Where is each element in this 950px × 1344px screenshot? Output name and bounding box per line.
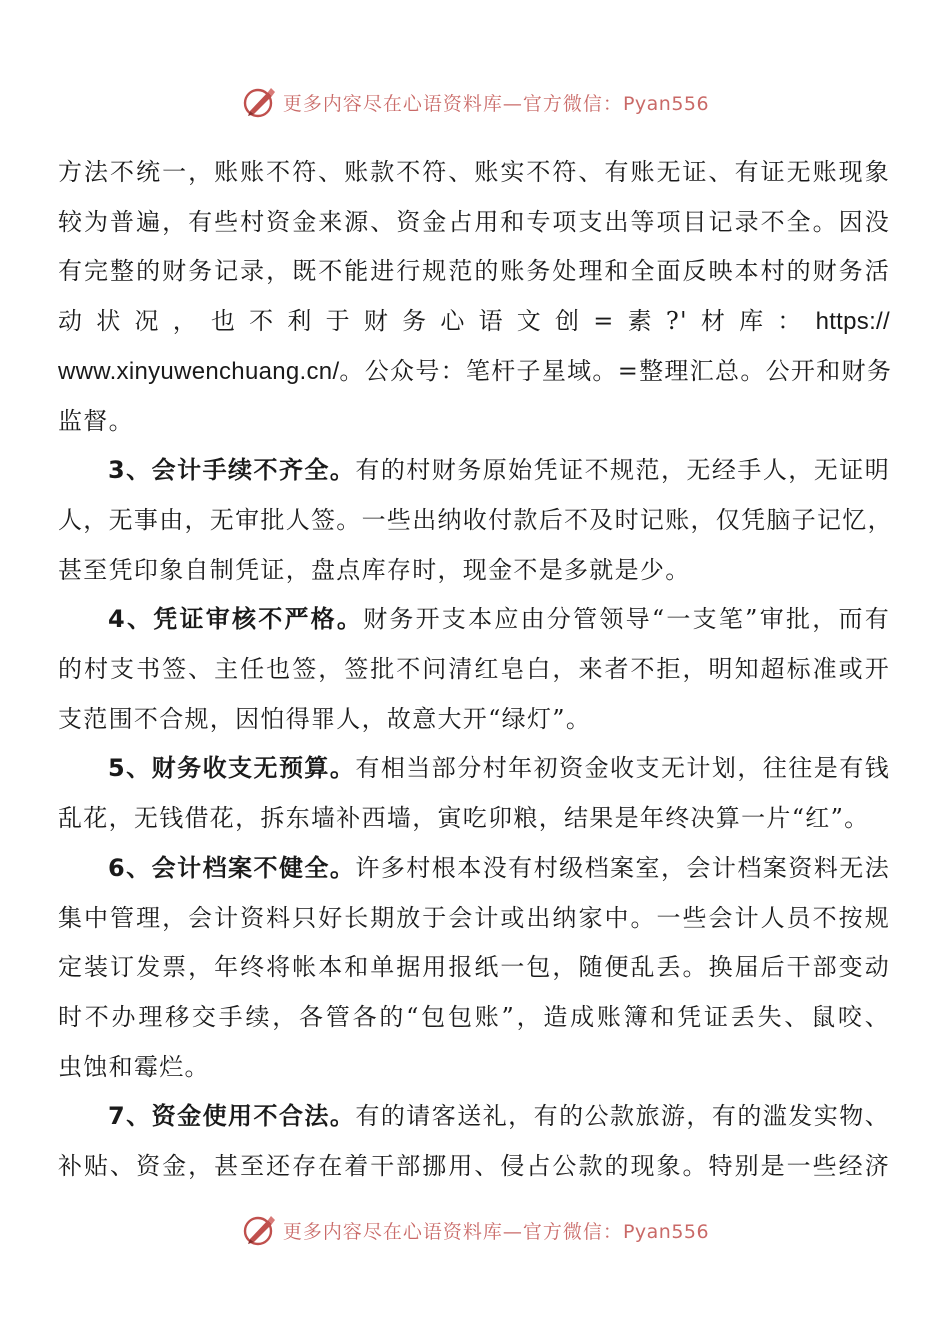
paragraph-7: 7、资金使用不合法。有的请客送礼，有的公款旅游，有的滥发实物、 补贴、资金，甚至还存在着干部挪用、侵占公款的现象。特别是一些经济 bbox=[58, 1102, 890, 1181]
pen-logo-icon bbox=[241, 84, 277, 120]
paragraph-7-heading: 7、资金使用不合法。 bbox=[108, 1102, 356, 1131]
footer-text: 更多内容尽在心语资料库—官方微信：Pyan556 bbox=[282, 1220, 710, 1243]
pen-logo-icon bbox=[241, 1212, 277, 1248]
paragraph-intro: 方法不统一，账账不符、账款不符、账实不符、有账无证、有证无账现象 较为普遍，有些村资金来源、资金占用和专项支出等项目记录不全。因没 有完整的财务记录，既不能进行规范的账务处理和全面反映本村的财务活 动状况，也不利于财务心语文创=素?'材库：https:// www.xinyuwenchuang.cn/。公众号：笔杆子星域。=整理汇总。公开和财务 监督。 bbox=[58, 158, 893, 435]
paragraph-5: 5、财务收支无预算。有相当部分村年初资金收支无计划，往往是有钱 乱花，无钱借花，拆东墙补西墙，寅吃卯粮，结果是年终决算一片“红”。 bbox=[58, 754, 890, 833]
paragraph-3-heading: 3、会计手续不齐全。 bbox=[108, 456, 356, 485]
header-watermark bbox=[0, 82, 950, 122]
footer-watermark bbox=[0, 1210, 950, 1250]
paragraph-5-heading: 5、财务收支无预算。 bbox=[108, 754, 356, 783]
paragraph-4: 4、凭证审核不严格。财务开支本应由分管领导“一支笔”审批，而有 的村支书签、主任也签，签批不问清红皂白，来者不拒，明知超标准或开 支范围不合规，因怕得罪人，故意大开“绿灯”。 bbox=[58, 605, 890, 733]
paragraph-4-heading: 4、凭证审核不严格。 bbox=[108, 605, 364, 634]
header-text: 更多内容尽在心语资料库—官方微信：Pyan556 bbox=[282, 92, 710, 115]
document-body bbox=[58, 148, 893, 1192]
paragraph-6-heading: 6、会计档案不健全。 bbox=[108, 853, 356, 882]
paragraph-3: 3、会计手续不齐全。有的村财务原始凭证不规范，无经手人，无证明 人，无事由，无审批人签。一些出纳收付款后不及时记账，仅凭脑子记忆， 甚至凭印象自制凭证，盘点库存时，现金不是多就是少。 bbox=[58, 456, 893, 584]
paragraph-6: 6、会计档案不健全。许多村根本没有村级档案室，会计档案资料无法 集中管理，会计资料只好长期放于会计或出纳家中。一些会计人员不按规 定装订发票，年终将帐本和单据用报纸一包，随便乱丢。换届后干部变动 时不办理移交手续，各管各的“包包账”，造成账簿和凭证丢失、鼠咬、 虫蚀和霉烂。 bbox=[58, 853, 890, 1081]
